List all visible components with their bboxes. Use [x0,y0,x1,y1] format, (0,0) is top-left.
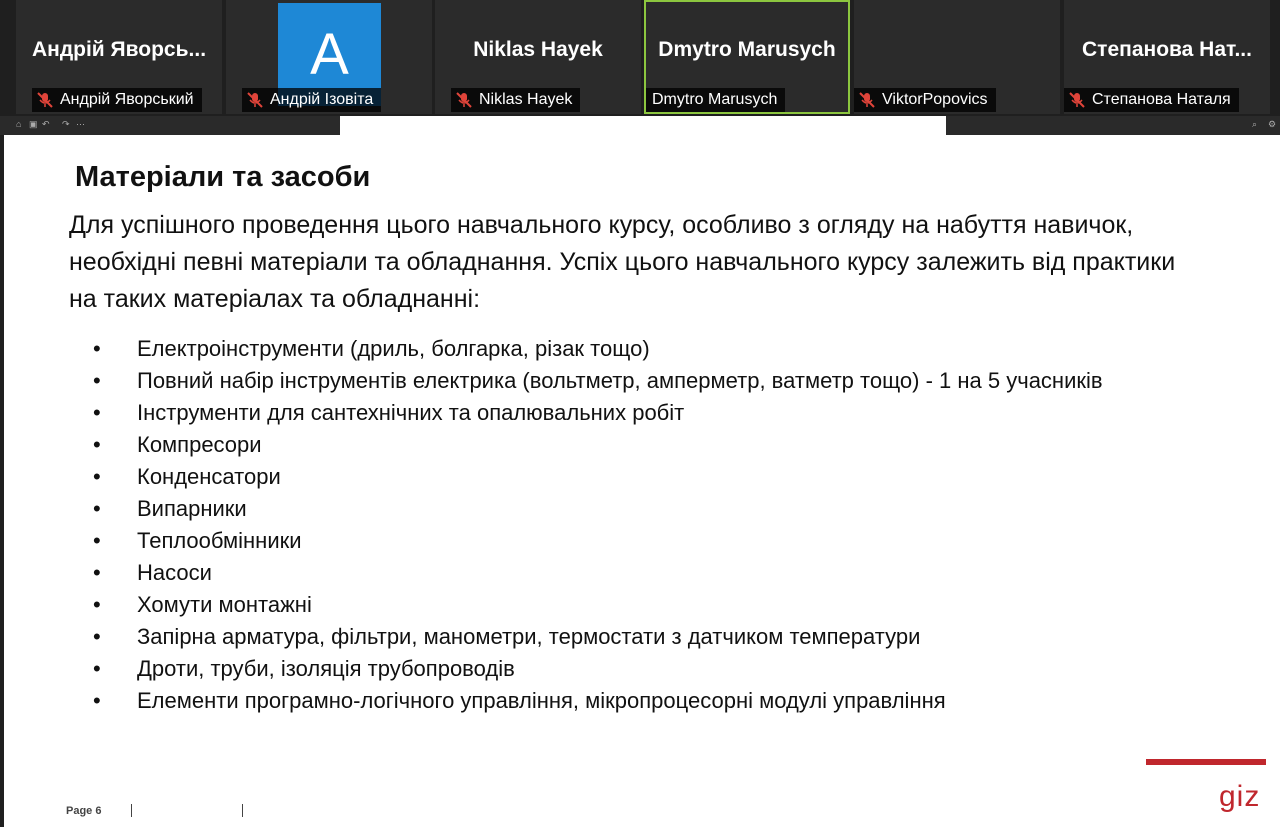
participant-display-name: Степанова Нат... [1082,38,1252,61]
more-icon[interactable]: ⋯ [76,119,85,129]
mic-muted-icon [455,91,473,109]
participant-name-tag [451,88,580,112]
mic-muted-icon [858,91,876,109]
slide-intro-text: Для успішного проведення цього навчального курсу, особливо з огляду на набуття навичок, необхідні певні матеріали та обладнання. Успіх цього навчального курсу залежить від практики на таких матеріалах та обладнанні: [69,211,1176,313]
participant-name-tag [1064,88,1239,112]
list-item: • Повний набір інструментів електрика (вольтметр, амперметр, ватметр тощо) - 1 на 5 учасників [93,365,1193,397]
list-item: • Хомути монтажні [93,589,1193,621]
participant-tile[interactable] [1064,0,1270,114]
list-item: • Електроінструменти (дриль, болгарка, різак тощо) [93,333,1193,365]
participant-name: Андрій Яворський [60,91,194,108]
mic-muted-icon [36,91,54,109]
participant-tile[interactable] [854,0,1060,114]
giz-logo: giz [1219,780,1261,813]
participant-strip [0,0,1280,116]
participant-name-tag [32,88,202,112]
participant-name: ViktorPopovics [882,91,988,108]
undo-icon[interactable]: ↶ [42,119,50,129]
list-item: • Насоси [93,557,1193,589]
slide-title: Матеріали та засоби [75,161,371,193]
list-item: • Теплообмінники [93,525,1193,557]
footer-divider [131,804,132,817]
list-item: • Інструменти для сантехнічних та опалювальних робіт [93,397,1193,429]
participant-name-tag [646,88,785,112]
share-toolbar [0,116,1280,135]
mic-muted-icon [1068,91,1086,109]
home-icon[interactable]: ⌂ [16,119,22,129]
settings-icon[interactable]: ⚙ [1268,119,1277,129]
mic-muted-icon [246,91,264,109]
participant-tile-active-speaker[interactable] [644,0,850,114]
page-number: Page 6 [66,805,102,817]
participant-tile[interactable] [226,0,432,114]
list-item: • Запірна арматура, фільтри, манометри, термостати з датчиком температури [93,621,1193,653]
brand-bar [1146,759,1266,765]
presentation-slide [4,135,1280,827]
shared-window-titlebar [340,116,946,135]
avatar: A [278,3,381,106]
participant-name: Степанова Наталя [1092,91,1231,108]
participant-name: Dmytro Marusych [652,91,778,108]
list-item: • Конденсатори [93,461,1193,493]
footer-divider [242,804,243,817]
participant-display-name: Niklas Hayek [473,38,603,61]
search-icon[interactable]: ⌕ [1252,119,1258,129]
save-icon[interactable]: ▣ [29,119,38,129]
participant-name: Niklas Hayek [479,91,573,108]
participant-tile[interactable] [435,0,641,114]
list-item: • Дроти, труби, ізоляція трубопроводів [93,653,1193,685]
participant-display-name: Dmytro Marusych [658,38,836,61]
materials-list [93,333,1193,717]
list-item: • Компресори [93,429,1193,461]
participant-name-tag [854,88,996,112]
redo-icon[interactable]: ↷ [62,119,70,129]
participant-tile[interactable] [16,0,222,114]
participant-name-tag [242,88,381,112]
participant-name: Андрій Ізовіта [270,91,374,108]
participant-display-name: Андрій Яворсь... [31,38,207,61]
list-item: • Випарники [93,493,1193,525]
list-item: • Елементи програмно-логічного управління, мікропроцесорні модулі управління [93,685,1193,717]
